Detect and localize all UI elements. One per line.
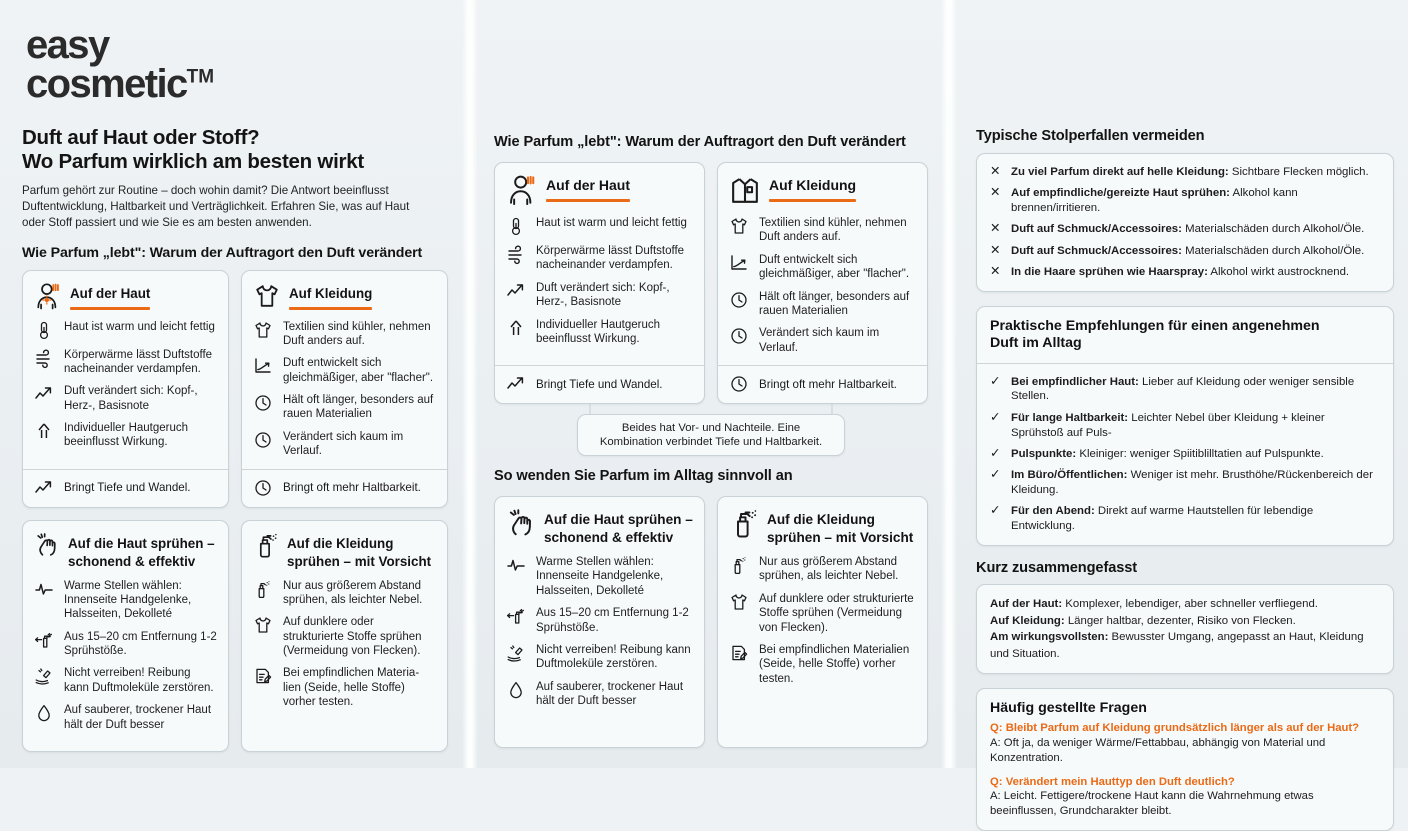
clock-icon bbox=[253, 393, 275, 413]
list-item-label: Zu viel Parfum direkt auf helle Kleidung: bbox=[1011, 166, 1229, 178]
list-item-text: Nicht verreiben! Reibung kann Duftmoleküle zerstören. bbox=[536, 643, 691, 671]
list-item-text bbox=[1011, 375, 1380, 405]
card-faq bbox=[976, 688, 1394, 831]
list-item bbox=[506, 643, 693, 672]
card-title-line-1: Auf die Kleidung bbox=[287, 535, 394, 551]
card-haut-spruehen bbox=[22, 520, 229, 752]
card-kleidung-spruehen bbox=[241, 520, 448, 752]
note-test-icon bbox=[253, 666, 275, 686]
card-title-block bbox=[767, 508, 913, 547]
list-item-detail: Materialschäden durch Alkohol/Öle. bbox=[1181, 244, 1365, 257]
tshirt-icon bbox=[729, 216, 751, 236]
bridge-note: Beides hat Vor- und Nachteile. Eine Kombination verbindet Tiefe und Haltbarkeit. bbox=[577, 414, 845, 456]
card-point-list bbox=[718, 212, 927, 365]
distance-spray-icon bbox=[34, 630, 56, 650]
list-item-detail: Direkt auf warme Hautstellen für lebendige Entwicklung. bbox=[1011, 505, 1314, 533]
list-item-text: Duft verändert sich: Kopf-, Herz-, Basisnote bbox=[64, 385, 198, 412]
list-item bbox=[729, 253, 916, 282]
list-item-label: Im Büro/Öffentlichen: bbox=[1011, 469, 1128, 482]
list-item-text: Bei empfindlichen Materialien (Seide, helle Stoffe) vorher testen. bbox=[759, 643, 910, 685]
list-item-text: Warme Stellen wählen: Innenseite Handgelenke, Halsseiten, Dekolleté bbox=[536, 556, 664, 597]
list-item bbox=[34, 320, 217, 340]
card-summary bbox=[976, 584, 1394, 674]
summary-label: Auf Kleidung: bbox=[990, 614, 1065, 627]
chart-line-icon bbox=[253, 356, 275, 376]
list-item bbox=[34, 703, 217, 732]
summary-detail: Länger haltbar, dezenter, Risiko von Flecken. bbox=[1064, 614, 1296, 627]
faq-question: Q: Bleibt Parfum auf Kleidung grundsätzlich länger als auf der Haut? bbox=[990, 722, 1360, 735]
column-middle bbox=[470, 0, 948, 768]
bridge-connector bbox=[494, 404, 928, 452]
column-right bbox=[948, 0, 1408, 818]
clock-icon bbox=[729, 290, 751, 310]
trend-up-icon bbox=[506, 374, 528, 394]
droplet-icon bbox=[34, 703, 56, 723]
card-point-list bbox=[242, 316, 447, 469]
bottle-mist-icon bbox=[729, 555, 751, 575]
card-title-line-2: schonend & effektiv bbox=[68, 553, 196, 569]
cross-icon: ✕ bbox=[990, 164, 1001, 178]
list-item-text: Duft verändert sich: Kopf-, Herz-, Basisnote bbox=[536, 281, 670, 309]
wind-icon bbox=[34, 348, 56, 368]
card-title-block bbox=[769, 174, 856, 202]
hand-spray-icon bbox=[34, 532, 60, 558]
summary-line bbox=[990, 613, 1380, 630]
card-point-list bbox=[718, 551, 927, 747]
list-item-text: Auf dunklere oder strukturierte Stoffe sprühen (Vermeidung von Flecken). bbox=[283, 616, 422, 658]
list-item-text: Hält oft länger, besonders auf rauen Materialien bbox=[283, 394, 434, 421]
summary-line bbox=[990, 596, 1380, 613]
list-item bbox=[253, 579, 436, 608]
spray-cards-mid bbox=[494, 496, 928, 748]
wind-icon bbox=[506, 244, 528, 264]
list-item bbox=[990, 244, 1380, 259]
card-body bbox=[977, 364, 1393, 545]
clock-icon bbox=[729, 326, 751, 346]
bottle-mist-icon bbox=[253, 579, 275, 599]
list-item bbox=[506, 680, 693, 709]
list-item-text: Auf sauberer, trockener Haut hält der Duft besser bbox=[64, 704, 212, 731]
list-item-text: Aus 15–20 cm Entfernung 1-2 Sprühstöße. bbox=[64, 630, 217, 658]
summary-label: Auf der Haut: bbox=[990, 598, 1063, 611]
list-item bbox=[253, 393, 436, 422]
list-item-text bbox=[1011, 222, 1364, 237]
list-item bbox=[34, 579, 217, 622]
page-title-line-1: Duft auf Haut oder Stoff? bbox=[22, 126, 260, 150]
list-item-text: Warme Stellen wählen: Innenseite Handgelenke, Halsseiten, Dekolleté bbox=[64, 579, 192, 621]
card-title-line-2: schonend & effektiv bbox=[544, 530, 674, 545]
section-heading-lives-mid: Wie Parfum „lebt": Warum der Auftragort den Duft verändert bbox=[494, 134, 906, 150]
list-item-label: Auf empfindliche/gereizte Haut sprühen: bbox=[1011, 187, 1230, 200]
check-icon: ✓ bbox=[990, 467, 1001, 482]
list-item-text bbox=[1011, 411, 1380, 441]
list-item-text: Nur aus größerem Abstand sprühen, als leichter Nebel. bbox=[283, 579, 423, 606]
list-item bbox=[506, 318, 693, 347]
card-title-line-2: Duft im Alltag bbox=[990, 335, 1082, 352]
chart-line-icon bbox=[729, 253, 751, 273]
list-item bbox=[34, 630, 217, 659]
list-item bbox=[34, 348, 217, 377]
card-title-block bbox=[70, 282, 150, 310]
tshirt-icon bbox=[729, 592, 751, 612]
list-item-text: Textilien sind kühler, nehmen Duft anders auf. bbox=[759, 217, 907, 244]
card-auf-der-haut-mid bbox=[494, 162, 705, 404]
list-item bbox=[506, 555, 693, 598]
trend-up-icon bbox=[34, 384, 56, 404]
card-recommendations bbox=[976, 306, 1394, 546]
card-title-line-1: Auf die Haut sprühen – bbox=[544, 512, 693, 527]
list-item bbox=[253, 320, 436, 349]
list-item bbox=[253, 666, 436, 709]
list-item bbox=[506, 244, 693, 273]
summary-label: Am wirkungsvollsten: bbox=[990, 631, 1109, 644]
card-footer-text: Bringt Tiefe und Wandel. bbox=[64, 481, 191, 495]
section-heading-summary: Kurz zusammengefasst bbox=[976, 560, 1138, 577]
list-item-text bbox=[1011, 265, 1349, 280]
title-underline bbox=[546, 199, 630, 202]
card-point-list bbox=[495, 551, 704, 747]
thermometer-icon bbox=[506, 216, 528, 236]
list-item-text bbox=[1011, 244, 1364, 259]
person-scent-icon bbox=[506, 174, 538, 208]
cross-icon: ✕ bbox=[990, 264, 1001, 279]
card-header bbox=[23, 271, 228, 316]
check-icon: ✓ bbox=[990, 409, 1001, 424]
list-item bbox=[253, 356, 436, 385]
no-rub-icon bbox=[34, 666, 56, 686]
spray-bottle-icon bbox=[729, 508, 759, 538]
list-item-text: Duft entwickelt sich gleichmäßiger, aber "flacher". bbox=[759, 253, 910, 281]
list-item bbox=[990, 222, 1380, 237]
card-header bbox=[718, 163, 927, 212]
list-item-label: Duft auf Schmuck/Accessoires: bbox=[1011, 244, 1182, 257]
card-title bbox=[287, 536, 431, 569]
card-footer-text: Bringt oft mehr Haltbarkeit. bbox=[283, 481, 421, 495]
list-item-detail: Weniger ist mehr. Brusthöhe/Rückenbereich der Kleidung. bbox=[1011, 469, 1373, 497]
list-item-text: Aus 15–20 cm Entfernung 1-2 Sprühstöße. bbox=[536, 607, 689, 634]
card-header bbox=[23, 521, 228, 575]
summary-detail: Bewusster Umgang, angepasst an Haut, Kleidung und Situation. bbox=[990, 631, 1364, 660]
cross-icon: ✕ bbox=[990, 185, 1001, 200]
card-header bbox=[242, 271, 447, 316]
card-title-block bbox=[544, 508, 693, 547]
list-item-label: Duft auf Schmuck/Accessoires: bbox=[1011, 223, 1182, 236]
list-item-text: Bei empfindlichen Materia-lien (Seide, helle Stoffe) vorher testen. bbox=[283, 667, 420, 709]
list-item bbox=[990, 411, 1380, 441]
title-underline bbox=[769, 199, 856, 202]
list-item bbox=[34, 421, 217, 450]
card-title: Auf Kleidung bbox=[769, 177, 857, 193]
list-item bbox=[729, 643, 916, 686]
note-test-icon bbox=[729, 643, 751, 663]
list-item-text: Individueller Hautgeruch beeinflusst Wirkung. bbox=[536, 318, 661, 345]
shirt-icon bbox=[729, 174, 761, 208]
check-icon: ✓ bbox=[990, 445, 1001, 460]
card-pitfalls bbox=[976, 153, 1394, 292]
card-point-list bbox=[23, 575, 228, 751]
card-footer bbox=[242, 469, 447, 507]
list-item-text: Hält oft länger, besonders auf rauen Materialien bbox=[759, 290, 910, 317]
title-underline bbox=[70, 307, 150, 310]
card-title: Auf der Haut bbox=[546, 177, 630, 193]
list-item bbox=[990, 504, 1380, 534]
card-title-line-1: Praktische Empfehlungen für einen angenehmen bbox=[990, 317, 1320, 334]
card-auf-kleidung-mid bbox=[717, 162, 928, 404]
section-heading-everyday: So wenden Sie Parfum im Alltag sinnvoll an bbox=[494, 468, 793, 484]
faq-answer: A: Leicht. Fettigere/trockene Haut kann die Wahrnehmung etwas beeinflussen, Grundcharakter bleibt. bbox=[990, 790, 1314, 818]
brand-tm: TM bbox=[186, 66, 215, 88]
clock-icon bbox=[253, 478, 275, 498]
list-item-text: Verändert sich kaum im Verlauf. bbox=[759, 327, 880, 354]
arrow-up-icon bbox=[506, 318, 528, 338]
list-item-text: Textilien sind kühler, nehmen Duft anders auf. bbox=[283, 320, 431, 347]
comparison-cards-mid bbox=[494, 162, 928, 404]
list-item-text: Haut ist warm und leicht fettig bbox=[536, 217, 687, 229]
list-item bbox=[729, 326, 916, 355]
tshirt-icon bbox=[253, 615, 275, 635]
clock-icon bbox=[253, 430, 275, 450]
list-item-text: Duft entwickelt sich gleichmäßiger, aber "flacher". bbox=[283, 357, 434, 384]
list-item bbox=[729, 555, 916, 584]
list-item-detail: Kleiniger: weniger Spiitiblilltatien auf Pulspunkte. bbox=[1076, 447, 1324, 460]
comparison-cards-left bbox=[22, 270, 448, 508]
list-item bbox=[990, 375, 1380, 405]
pulse-icon bbox=[34, 579, 56, 599]
list-item-text bbox=[1011, 447, 1324, 462]
card-title bbox=[977, 307, 1393, 364]
card-footer-text: Bringt oft mehr Haltbarkeit. bbox=[759, 377, 897, 391]
list-item-detail: Leichter Nebel über Kleidung + kleiner Sprühstoß auf Puls- bbox=[1011, 411, 1325, 439]
column-left bbox=[0, 0, 470, 768]
card-footer bbox=[23, 469, 228, 507]
list-item-text: Nicht verreiben! Reibung kann Duftmoleküle zerstören. bbox=[64, 667, 214, 694]
list-item-text: Nur aus größerem Abstand sprühen, als leichter Nebel. bbox=[759, 556, 899, 583]
list-item bbox=[990, 468, 1380, 498]
clock-icon bbox=[729, 374, 751, 394]
card-title-block bbox=[546, 174, 630, 202]
summary-detail: Komplexer, lebendiger, aber schneller verfliegend. bbox=[1062, 598, 1318, 611]
list-item bbox=[253, 430, 436, 459]
card-haut-spruehen-mid bbox=[494, 496, 705, 748]
card-title-block bbox=[287, 532, 431, 571]
list-item-text: Haut ist warm und leicht fettig bbox=[64, 320, 215, 333]
spray-bottle-icon bbox=[253, 532, 279, 558]
check-icon: ✓ bbox=[990, 503, 1001, 518]
list-item-label: Für lange Haltbarkeit: bbox=[1011, 411, 1129, 424]
title-underline bbox=[289, 307, 372, 310]
card-point-list bbox=[242, 575, 447, 751]
faq-question: Q: Verändert mein Hauttyp den Duft deutlich? bbox=[990, 775, 1235, 788]
list-item bbox=[729, 216, 916, 245]
card-title-line-2: sprühen – mit Vorsicht bbox=[767, 530, 914, 545]
arrow-up-icon bbox=[34, 421, 56, 441]
list-item-text bbox=[1011, 186, 1380, 216]
card-footer bbox=[718, 365, 927, 403]
list-item-text bbox=[1011, 165, 1369, 180]
list-item-text bbox=[1011, 504, 1380, 534]
card-kleidung-spruehen-mid bbox=[717, 496, 928, 748]
list-item-detail: Lieber auf Kleidung oder weniger sensible Stellen. bbox=[1011, 375, 1355, 403]
card-header bbox=[495, 163, 704, 212]
section-heading-lives: Wie Parfum „lebt": Warum der Auftragort den Duft verändert bbox=[22, 244, 423, 261]
page-title bbox=[22, 126, 448, 174]
cross-icon: ✕ bbox=[990, 242, 1001, 257]
spray-cards-left bbox=[22, 520, 448, 752]
check-icon: ✓ bbox=[990, 373, 1001, 388]
list-item bbox=[506, 281, 693, 310]
card-point-list bbox=[495, 212, 704, 365]
faq-answer: A: Oft ja, da weniger Wärme/Fettabbau, abhängig von Material und Konzentration. bbox=[990, 736, 1326, 764]
list-item bbox=[34, 384, 217, 413]
list-item-detail: Alkohol wirkt austrocknend. bbox=[1207, 266, 1350, 279]
section-heading-pitfalls: Typische Stolperfallen vermeiden bbox=[976, 128, 1205, 144]
card-title-block bbox=[68, 532, 215, 571]
thermometer-icon bbox=[34, 320, 56, 340]
list-item bbox=[990, 265, 1380, 280]
trend-up-icon bbox=[506, 281, 528, 301]
list-item bbox=[253, 615, 436, 658]
card-header bbox=[718, 497, 927, 551]
list-item-label: Pulspunkte: bbox=[1011, 447, 1077, 460]
card-title-line-1: Auf die Haut sprühen – bbox=[68, 535, 215, 551]
card-title bbox=[767, 512, 913, 545]
distance-spray-icon bbox=[506, 606, 528, 626]
card-title bbox=[544, 512, 693, 545]
page-title-line-2: Wo Parfum wirklich am besten wirkt bbox=[22, 150, 364, 174]
brand-line-2: cosmetic bbox=[26, 62, 187, 107]
droplet-icon bbox=[506, 680, 528, 700]
list-item-detail: Materialschäden durch Alkohol/Öle. bbox=[1181, 223, 1365, 236]
card-auf-kleidung bbox=[241, 270, 448, 508]
list-item-detail: Alkohol kann brennen/irritieren. bbox=[1011, 187, 1298, 215]
cross-icon: ✕ bbox=[990, 221, 1001, 236]
list-item bbox=[506, 606, 693, 635]
list-item-text: Körperwärme lässt Duftstoffe nacheinander verdampfen. bbox=[64, 348, 213, 375]
list-item bbox=[506, 216, 693, 236]
tshirt-icon bbox=[253, 320, 275, 340]
card-title-line-1: Auf die Kleidung bbox=[767, 512, 875, 527]
list-item bbox=[34, 666, 217, 695]
intro-paragraph: Parfum gehört zur Routine – doch wohin damit? Die Antwort beeinflusst Duftentwicklung, Haltbarkeit und Verträglichkeit. Erfahren Sie, was auf Haut oder Stoff passiert und wie Sie es am besten anwenden. bbox=[22, 183, 410, 229]
list-item-label: Für den Abend: bbox=[1011, 505, 1095, 518]
list-item-text: Verändert sich kaum im Verlauf. bbox=[283, 430, 404, 458]
tshirt-icon bbox=[253, 282, 281, 312]
person-scent-icon bbox=[34, 282, 62, 312]
list-item-label: Bei empfindlicher Haut: bbox=[1011, 375, 1139, 388]
brand-logo bbox=[26, 23, 448, 107]
hand-spray-icon bbox=[506, 508, 536, 538]
list-item-text bbox=[1011, 468, 1380, 498]
card-title-block bbox=[289, 282, 372, 310]
card-auf-der-haut bbox=[22, 270, 229, 508]
list-item bbox=[729, 290, 916, 319]
card-title: Auf der Haut bbox=[70, 285, 151, 301]
card-title bbox=[68, 536, 215, 569]
list-item-label: In die Haare sprühen wie Haarspray: bbox=[1011, 266, 1208, 279]
list-item bbox=[729, 592, 916, 635]
trend-up-icon bbox=[34, 478, 56, 498]
list-item-text: Auf dunklere oder strukturierte Stoffe sprühen (Vermeidung von Flecken). bbox=[759, 592, 914, 634]
list-item bbox=[990, 165, 1380, 180]
card-point-list bbox=[23, 316, 228, 469]
no-rub-icon bbox=[506, 643, 528, 663]
faq-title: Häufig gestellte Fragen bbox=[990, 700, 1147, 717]
card-header bbox=[242, 521, 447, 575]
list-item bbox=[990, 447, 1380, 462]
list-item-text: Auf sauberer, trockener Haut hält der Duft besser bbox=[536, 680, 684, 707]
list-item-detail: Sichtbare Flecken möglich. bbox=[1228, 166, 1369, 178]
summary-line bbox=[990, 629, 1380, 662]
card-title: Auf Kleidung bbox=[289, 285, 373, 301]
card-title-line-2: sprühen – mit Vorsicht bbox=[287, 553, 432, 569]
list-item-text: Körperwärme lässt Duftstoffe nacheinander verdampfen. bbox=[536, 245, 685, 272]
brand-line-1: easy bbox=[26, 23, 109, 67]
list-item-text: Individueller Hautgeruch beeinflusst Wirkung. bbox=[64, 422, 189, 449]
card-footer-text: Bringt Tiefe und Wandel. bbox=[536, 377, 663, 391]
card-footer bbox=[495, 365, 704, 403]
list-item bbox=[990, 186, 1380, 216]
pulse-icon bbox=[506, 555, 528, 575]
card-header bbox=[495, 497, 704, 551]
